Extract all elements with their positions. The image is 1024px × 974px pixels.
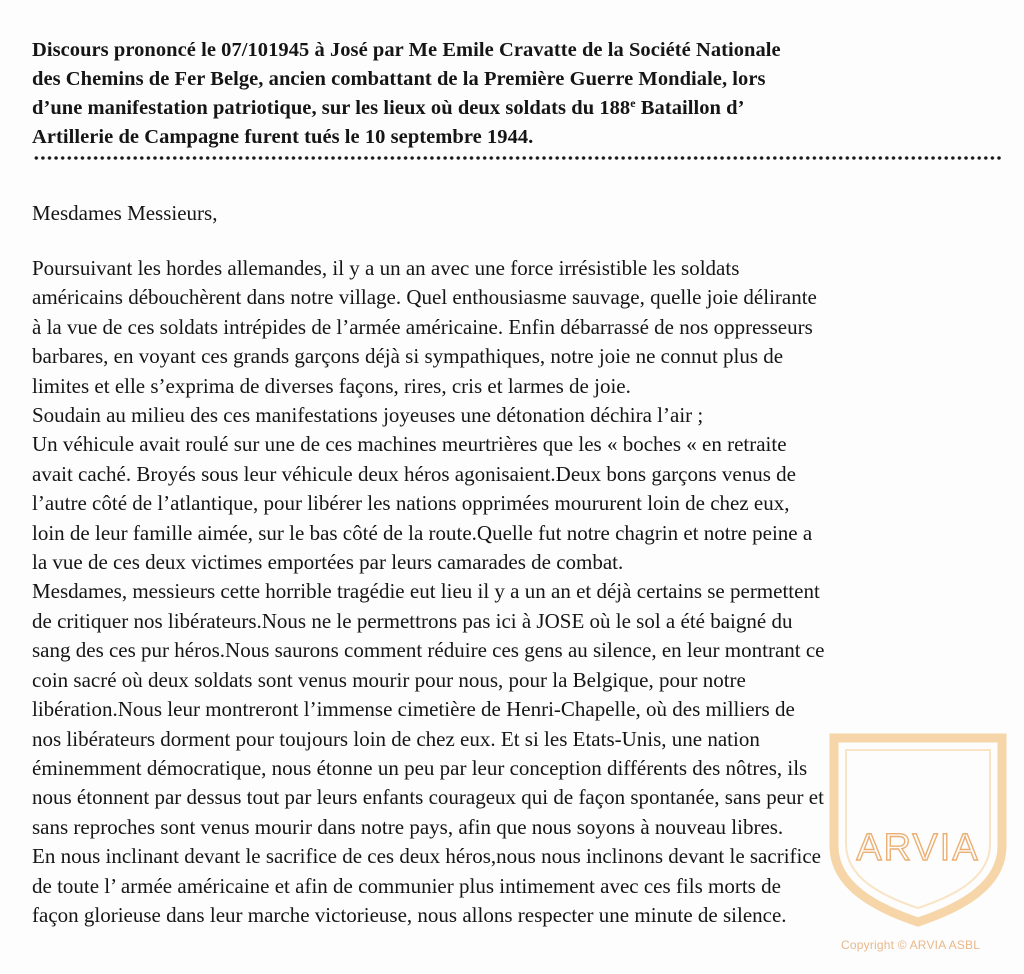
copyright-notice: Copyright © ARVIA ASBL bbox=[841, 938, 981, 952]
heading-line: Artillerie de Campagne furent tués le 10 septembre 1944. bbox=[32, 126, 534, 148]
speech-line: Soudain au milieu des ces manifestations joyeuses une détonation déchira l’air ; bbox=[32, 403, 704, 428]
speech-line: la vue de ces deux victimes emportées par leurs camarades de combat. bbox=[32, 550, 624, 575]
dotted-divider bbox=[33, 156, 1001, 160]
speech-line: Un véhicule avait roulé sur une de ces machines meurtrières que les « boches « en retraite bbox=[32, 432, 787, 457]
speech-line: Mesdames, messieurs cette horrible tragédie eut lieu il y a un an et déjà certains se permettent bbox=[32, 579, 820, 604]
speech-line: sans reproches sont venus mourir dans notre pays, afin que nous soyons à nouveau libres. bbox=[32, 814, 784, 839]
speech-line: de toute l’ armée américaine et afin de communier plus intimement avec ces fils morts de bbox=[32, 873, 781, 898]
speech-line: barbares, en voyant ces grands garçons déjà si sympathiques, notre joie ne connut plus de bbox=[32, 344, 784, 369]
speech-line: loin de leur famille aimée, sur le bas côté de la route.Quelle fut notre chagrin et notre peine a bbox=[32, 520, 813, 545]
speech-line: l’autre côté de l’atlantique, pour libérer les nations opprimées moururent loin de chez eux, bbox=[32, 491, 790, 516]
speech-line: limites et elle s’exprima de diverses façons, rires, cris et larmes de joie. bbox=[32, 373, 631, 398]
speech-line: américains débouchèrent dans notre village. Quel enthousiasme sauvage, quelle joie délirante bbox=[32, 285, 817, 310]
heading-line-text: d’une manifestation patriotique, sur les lieux où deux soldats du 188 bbox=[32, 97, 631, 119]
speech-line: nous étonnent par dessus tout par leurs enfants courageux qui de façon spontanée, sans peur et bbox=[32, 785, 824, 810]
speech-line: Poursuivant les hordes allemandes, il y a un an avec une force irrésistible les soldats bbox=[32, 256, 740, 280]
watermark-text: ARVIA bbox=[856, 827, 980, 869]
ordinal-superscript: e bbox=[630, 96, 636, 110]
speech-line: de critiquer nos libérateurs.Nous ne le permettrons pas ici à JOSE où le sol a été baigné du bbox=[32, 608, 793, 633]
speech-line: sang des ces pur héros.Nous saurons comment réduire ces gens au silence, en leur montrant ce bbox=[32, 638, 825, 663]
speech-body bbox=[32, 254, 1007, 930]
speech-line: avait caché. Broyés sous leur véhicule deux héros agonisaient.Deux bons garçons venus de bbox=[32, 461, 796, 486]
heading-line: Discours prononcé le 07/101945 à José par Me Emile Cravatte de la Société Nationale bbox=[32, 39, 781, 61]
speech-line: façon glorieuse dans leur marche victorieuse, nous allons respecter une minute de silence. bbox=[32, 902, 787, 927]
heading-line bbox=[32, 94, 992, 123]
speech-line: nos libérateurs dorment pour toujours loin de chez eux. Et si les Etats-Unis, une nation bbox=[32, 726, 760, 751]
salutation: Mesdames Messieurs, bbox=[32, 201, 218, 225]
document-heading bbox=[32, 36, 992, 152]
speech-line: à la vue de ces soldats intrépides de l’armée américaine. Enfin débarrassé de nos oppresseurs bbox=[32, 314, 813, 339]
speech-line: En nous inclinant devant le sacrifice de ces deux héros,nous nous inclinons devant le sacrifice bbox=[32, 844, 821, 869]
speech-line: libération.Nous leur montreront l’immense cimetière de Henri-Chapelle, où des milliers de bbox=[32, 697, 795, 722]
heading-line-tail: Bataillon d’ bbox=[635, 97, 745, 119]
speech-line: coin sacré où deux soldats sont venus mourir pour nous, pour la Belgique, pour notre bbox=[32, 667, 746, 692]
speech-line: éminemment démocratique, nous étonne un peu par leur conception différents des nôtres, ils bbox=[32, 755, 808, 780]
heading-line: des Chemins de Fer Belge, ancien combattant de la Première Guerre Mondiale, lors bbox=[32, 68, 766, 90]
